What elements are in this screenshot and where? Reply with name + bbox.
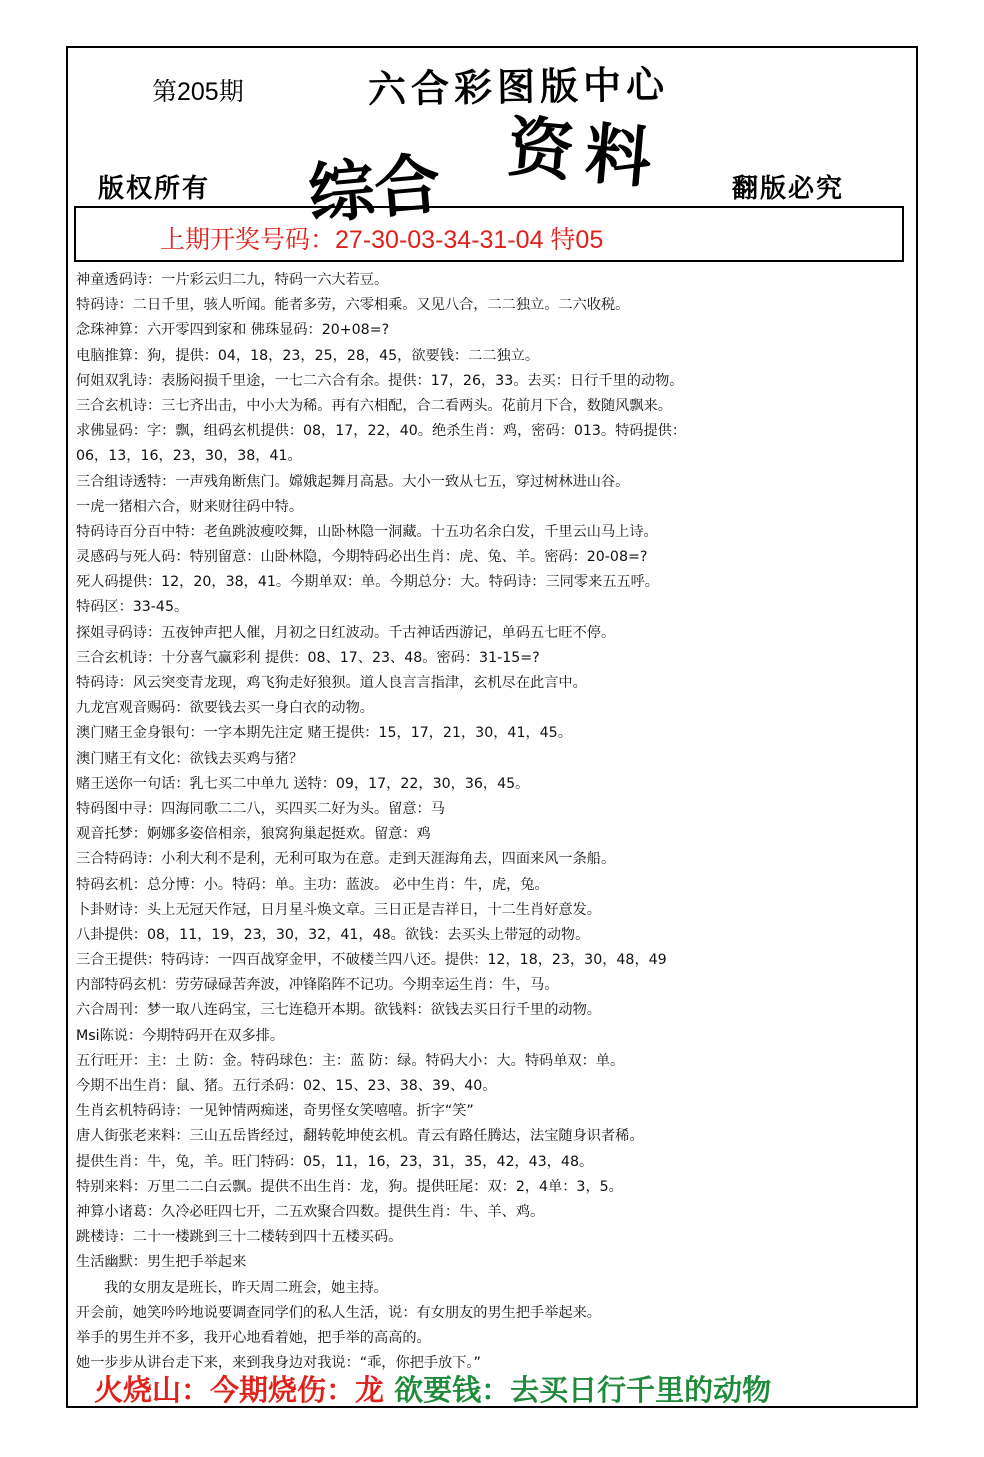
- content-line: 特码诗：风云突变青龙现，鸡飞狗走好狼狈。道人良言言指津，玄机尽在此言中。: [76, 675, 587, 691]
- content-line: 灵感码与死人码：特别留意：山卧林隐，今期特码必出生肖：虎、兔、羊。密码：20-08=?: [76, 549, 648, 566]
- content-line: 三合王提供：特码诗：一四百战穿金甲，不破楼兰四八还。提供：12，18，23，30，48，49: [76, 952, 667, 969]
- content-line: 三合玄机诗：十分喜气赢彩利 提供：08、17、23、48。密码：31-15=?: [76, 649, 540, 666]
- main-title-part1: 综合: [305, 144, 444, 234]
- content-line: 生活幽默：男生把手举起来: [76, 1254, 247, 1271]
- content-line: 06，13，16，23，30，38，41。: [76, 448, 302, 465]
- content-line: 神童透码诗：一片彩云归二九，特码一六大若豆。: [76, 272, 389, 288]
- content-line: 一虎一猪相六合，财来财往码中特。: [76, 498, 304, 515]
- content-line: 死人码提供：12，20，38，41。今期单双：单。今期总分：大。特码诗：三同零来五五呼。: [76, 574, 659, 591]
- footer-banner: [94, 1368, 771, 1409]
- footer-fire-text: 火烧山：今期烧伤：龙: [94, 1373, 385, 1407]
- content-line: 电脑推算：狗，提供：04，18，23，25，28，45，欲要钱：二二独立。: [76, 347, 540, 364]
- last-draw-result: 上期开奖号码：27-30-03-34-31-04 特05: [160, 226, 604, 254]
- content-line: Msi陈说：今期特码开在双多排。: [76, 1027, 285, 1044]
- issue-number: 第205期: [152, 78, 244, 106]
- content-line: 生肖玄机特码诗：一见钟情两痴迷，奇男怪女笑嘻嘻。折字“笑”: [76, 1103, 474, 1120]
- content-line: 六合周刊：梦一取八连码宝，三七连稳开本期。欲钱料：欲钱去买日行千里的动物。: [76, 1002, 601, 1019]
- content-line: 我的女朋友是班长，昨天周二班会，她主持。: [104, 1279, 388, 1296]
- content-lines: [76, 268, 908, 1376]
- content-line: 特别来料：万里二二白云飘。提供不出生肖：龙，狗。提供旺尾：双：2，4单：3，5。: [76, 1178, 623, 1195]
- content-line: 探姐寻码诗：五夜钟声把人催，月初之日红波动。千古神话西游记，单码五七旺不停。: [76, 624, 616, 641]
- last-draw-box: [74, 206, 904, 262]
- content-line: 三合特码诗：小利大利不是利，无利可取为在意。走到天涯海角去，四面来风一条船。: [76, 851, 616, 868]
- content-line: 她一步步从讲台走下来，来到我身边对我说：“乖，你把手放下。”: [76, 1355, 481, 1372]
- content-line: 念珠神算：六开零四到家和 佛珠显码：20+08=?: [76, 322, 390, 339]
- content-line: 三合组诗透特：一声残角断焦门。嫦娥起舞月高悬。大小一致从七五，穿过树林进山谷。: [76, 473, 630, 490]
- content-line: 澳门赌王有文化：欲钱去买鸡与猪？: [76, 750, 304, 767]
- content-line: 特码玄机：总分博：小。特码：单。主功：蓝波。 必中生肖：牛，虎，兔。: [76, 876, 549, 893]
- content-line: 特码诗百分百中特：老鱼跳波瘦咬舞，山卧林隐一洞藏。十五功名余白发，千里云山马上诗。: [76, 523, 658, 540]
- content-line: 何姐双乳诗：表肠闷损千里途，一七二六合有余。提供：17，26，33。去买：日行千里的动物。: [76, 372, 684, 389]
- no-piracy-note: 翻版必究: [732, 174, 845, 204]
- main-title-part2: 资料: [504, 107, 667, 199]
- content-line: 赌王送你一句话：乳七买二中单九 送特：09，17，22，30，36，45。: [76, 775, 530, 792]
- content-line: 唐人街张老来料：三山五岳皆经过，翻转乾坤使玄机。青云有路任腾达，法宝随身识者稀。: [76, 1128, 644, 1145]
- content-line: 五行旺开：主：土 防：金。特码球色：主：蓝 防：绿。特码大小：大。特码单双：单。: [76, 1052, 625, 1069]
- content-line: 今期不出生肖：鼠、猪。五行杀码：02、15、23、38、39、40。: [76, 1078, 497, 1094]
- content-line: 举手的男生并不多，我开心地看着她，把手举的高高的。: [76, 1329, 431, 1346]
- content-line: 三合玄机诗：三七齐出击，中小大为稀。再有六相配，合二看两头。花前月下合，数随风飘来。: [76, 397, 672, 414]
- content-line: 观音托梦：婀娜多姿倍相亲，狼窝狗巢起挺欢。留意：鸡: [76, 826, 431, 843]
- content-line: 卜卦财诗：头上无冠天作冠，日月星斗焕文章。三日正是吉祥日，十二生肖好意发。: [76, 901, 601, 918]
- content-line: 澳门赌王金身银句：一字本期先注定 赌王提供：15，17，21，30，41，45。: [76, 725, 572, 742]
- content-line: 特码诗：二日千里，骇人听闻。能者多劳，六零相乘。又见八合，二二独立。二六收税。: [76, 297, 630, 314]
- footer-money-text: 欲要钱：去买日行千里的动物: [394, 1373, 772, 1407]
- content-line: 神算小诸葛：久冷必旺四七开，二五欢聚合四数。提供生肖：牛、羊、鸡。: [76, 1203, 545, 1220]
- content-line: 内部特码玄机：劳劳碌碌苦奔波，冲锋陷阵不记功。今期幸运生肖：牛，马。: [76, 977, 559, 994]
- content-line: 特码区：33-45。: [76, 599, 189, 616]
- copyright-note: 版权所有: [98, 174, 211, 204]
- content-line: 跳楼诗：二十一楼跳到三十二楼转到四十五楼买码。: [76, 1229, 403, 1246]
- content-line: 九龙宫观音赐码：欲要钱去买一身白衣的动物。: [76, 700, 374, 717]
- content-line: 开会前，她笑吟吟地说要调查同学们的私人生活，说：有女朋友的男生把手举起来。: [76, 1304, 601, 1321]
- content-line: 求佛显码：字：飘，组码玄机提供：08，17，22，40。绝杀生肖：鸡，密码：013。特码提供：: [76, 423, 687, 440]
- content-line: 提供生肖：牛，兔，羊。旺门特码：05，11，16，23，31，35，42，43，48。: [76, 1153, 594, 1170]
- center-subtitle: 六合彩图版中心: [367, 61, 670, 112]
- content-line: 八卦提供：08，11，19，23，30，32，41，48。欲钱：去买头上带冠的动物。: [76, 926, 590, 943]
- content-line: 特码图中寻：四海同歌二二八，买四买二好为头。留意：马: [76, 800, 445, 817]
